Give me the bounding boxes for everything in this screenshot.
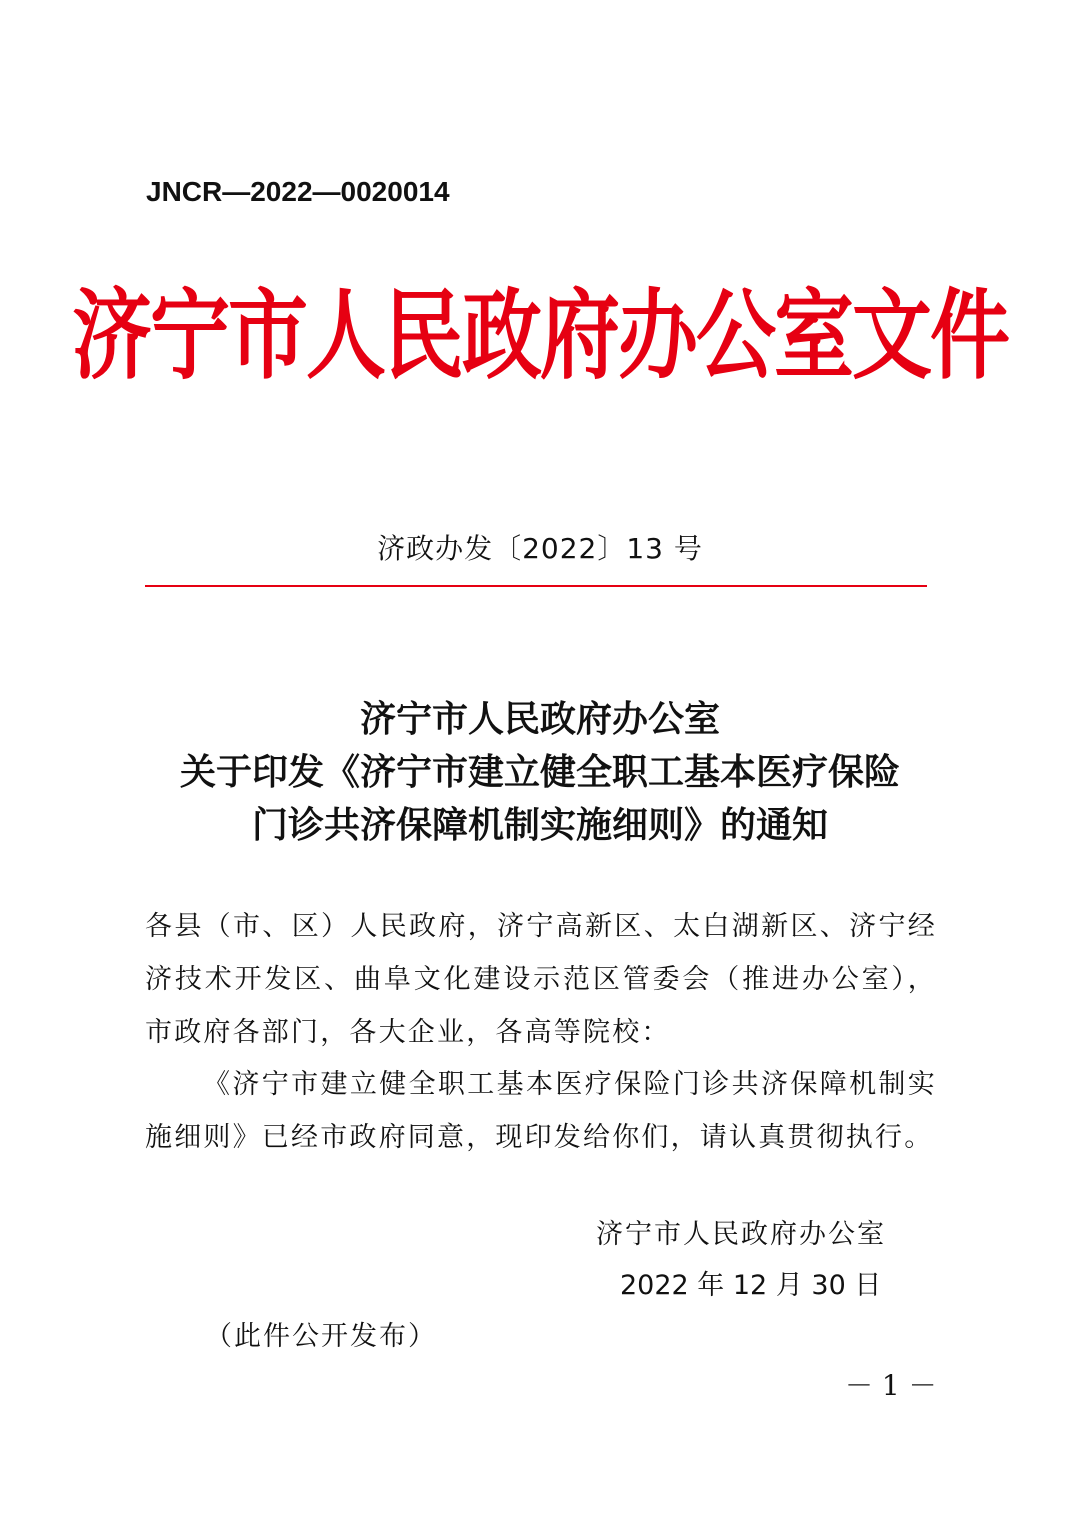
- document-code: JNCR—2022—0020014: [146, 176, 450, 207]
- document-number: 济政办发〔2022〕13 号: [377, 532, 703, 565]
- publish-note: （此件公开发布）: [205, 1321, 437, 1352]
- title-line-2: 关于印发《济宁市建立健全职工基本医疗保险: [179, 752, 900, 793]
- page-number: － 1 －: [845, 1369, 937, 1402]
- issue-date: 2022 年 12 月 30 日: [620, 1270, 882, 1301]
- red-separator-line: [145, 585, 927, 587]
- notice-title: [0, 693, 1080, 852]
- addressee-paragraph: 各县（市、区）人民政府，济宁高新区、太白湖新区、济宁经济技术开发区、曲阜文化建设示范区管委会（推进办公室），市政府各部门，各大企业，各高等院校：: [145, 911, 937, 1048]
- title-line-1: 济宁市人民政府办公室: [359, 699, 720, 740]
- masthead-title: 济宁市人民政府办公室文件: [72, 279, 1008, 393]
- issuer-signature: 济宁市人民政府办公室: [596, 1219, 886, 1250]
- title-line-3: 门诊共济保障机制实施细则》的通知: [251, 805, 828, 846]
- body-paragraph: 《济宁市建立健全职工基本医疗保险门诊共济保障机制实施细则》已经市政府同意，现印发给你们，请认真贯彻执行。: [145, 1069, 937, 1153]
